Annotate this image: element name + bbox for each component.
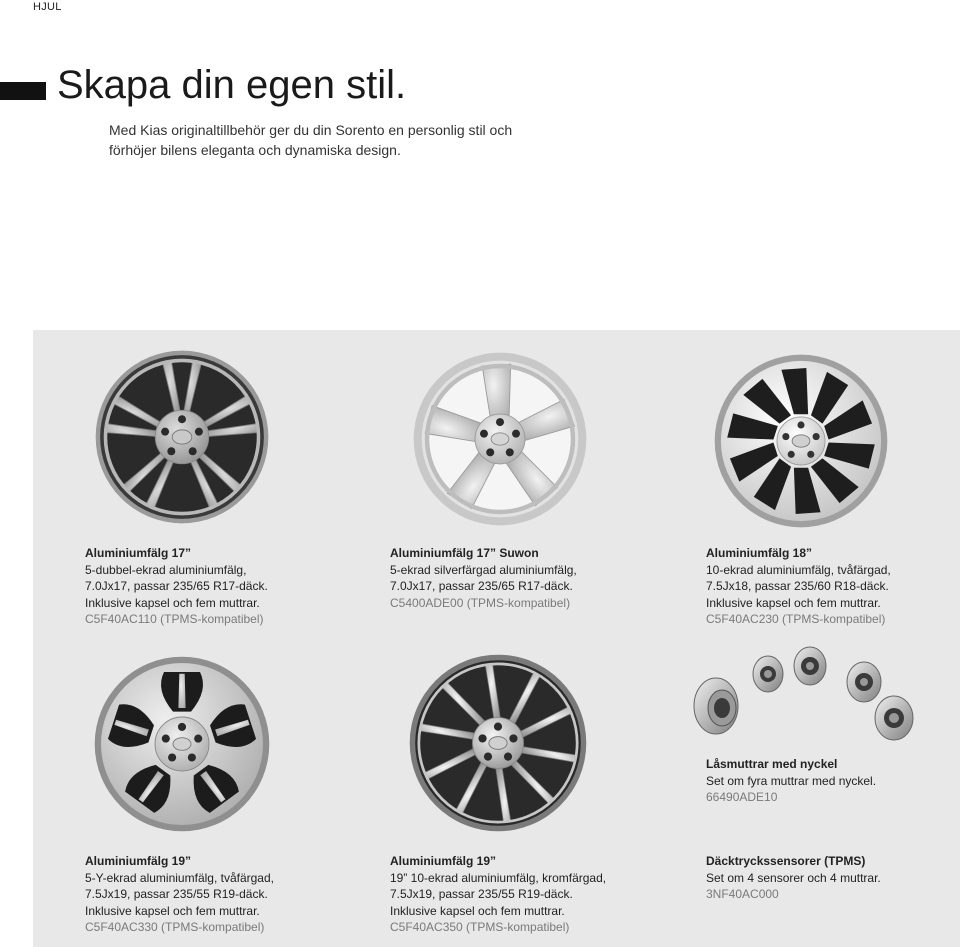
product-caption-7 bbox=[706, 853, 960, 903]
product-name: Låsmuttrar med nyckel bbox=[706, 757, 838, 771]
product-desc: 7.0Jx17, passar 235/65 R17-däck. bbox=[390, 579, 573, 593]
product-name: Aluminiumfälg 19” bbox=[85, 854, 192, 868]
product-desc: Inklusive kapsel och fem muttrar. bbox=[85, 903, 260, 918]
product-desc: Set om 4 sensorer och 4 muttrar. bbox=[706, 870, 881, 885]
product-code: C5F40AC110 (TPMS-kompatibel) bbox=[85, 612, 264, 626]
product-caption-3 bbox=[706, 545, 960, 628]
product-desc: 7.0Jx17, passar 235/65 R17-däck. bbox=[85, 579, 268, 593]
product-desc: 5-ekrad silverfärgad aluminiumfälg, bbox=[390, 562, 577, 577]
wheel-19-chrome-image bbox=[407, 652, 589, 834]
product-name: Aluminiumfälg 19” bbox=[390, 854, 497, 868]
product-desc: Set om fyra muttrar med nyckel. bbox=[706, 773, 877, 788]
product-name: Aluminiumfälg 18” bbox=[706, 546, 813, 560]
product-desc: 7.5Jx18, passar 235/60 R18-däck. bbox=[706, 579, 889, 593]
lock-nuts-image bbox=[686, 644, 922, 748]
product-name: Aluminiumfälg 17” bbox=[85, 546, 192, 560]
product-caption-5 bbox=[390, 853, 650, 936]
product-desc: Inklusive kapsel och fem muttrar. bbox=[390, 903, 565, 918]
product-desc: 19” 10-ekrad aluminiumfälg, kromfärgad, bbox=[390, 870, 607, 885]
product-caption-2 bbox=[390, 545, 650, 611]
wheel-19-y-spoke-image bbox=[92, 654, 272, 834]
wheel-17-suwon-image bbox=[411, 350, 589, 528]
product-desc: Inklusive kapsel och fem muttrar. bbox=[706, 595, 881, 610]
product-caption-1 bbox=[85, 545, 345, 628]
section-label: HJUL bbox=[33, 1, 62, 13]
product-name: Aluminiumfälg 17” Suwon bbox=[390, 546, 539, 560]
product-code: 3NF40AC000 bbox=[706, 887, 779, 901]
product-caption-6 bbox=[706, 756, 960, 806]
intro-text: Med Kias originaltillbehör ger du din Sorento en personlig stil och förhöjer bilens eleganta och dynamiska design. bbox=[109, 122, 513, 158]
wheel-17-double-spoke-image bbox=[93, 348, 271, 526]
product-desc: 7.5Jx19, passar 235/55 R19-däck. bbox=[85, 887, 268, 901]
wheel-18-two-tone-image bbox=[712, 352, 890, 530]
product-desc: 10-ekrad aluminiumfälg, tvåfärgad, bbox=[706, 562, 891, 577]
product-desc: 7.5Jx19, passar 235/55 R19-däck. bbox=[390, 887, 573, 901]
product-code: C5F40AC350 (TPMS-kompatibel) bbox=[390, 920, 570, 934]
product-code: C5F40AC330 (TPMS-kompatibel) bbox=[85, 920, 265, 934]
product-code: 66490ADE10 bbox=[706, 790, 778, 804]
product-desc: 5-dubbel-ekrad aluminiumfälg, bbox=[85, 562, 247, 577]
product-name: Däcktryckssensorer (TPMS) bbox=[706, 854, 866, 868]
product-code: C5400ADE00 (TPMS-kompatibel) bbox=[390, 595, 571, 610]
product-code: C5F40AC230 (TPMS-kompatibel) bbox=[706, 612, 886, 626]
page-title: Skapa din egen stil. bbox=[57, 63, 407, 107]
product-desc: Inklusive kapsel och fem muttrar. bbox=[85, 595, 260, 610]
title-accent-bar bbox=[0, 82, 46, 100]
product-caption-4 bbox=[85, 853, 345, 936]
product-desc: 5-Y-ekrad aluminiumfälg, tvåfärgad, bbox=[85, 870, 274, 885]
